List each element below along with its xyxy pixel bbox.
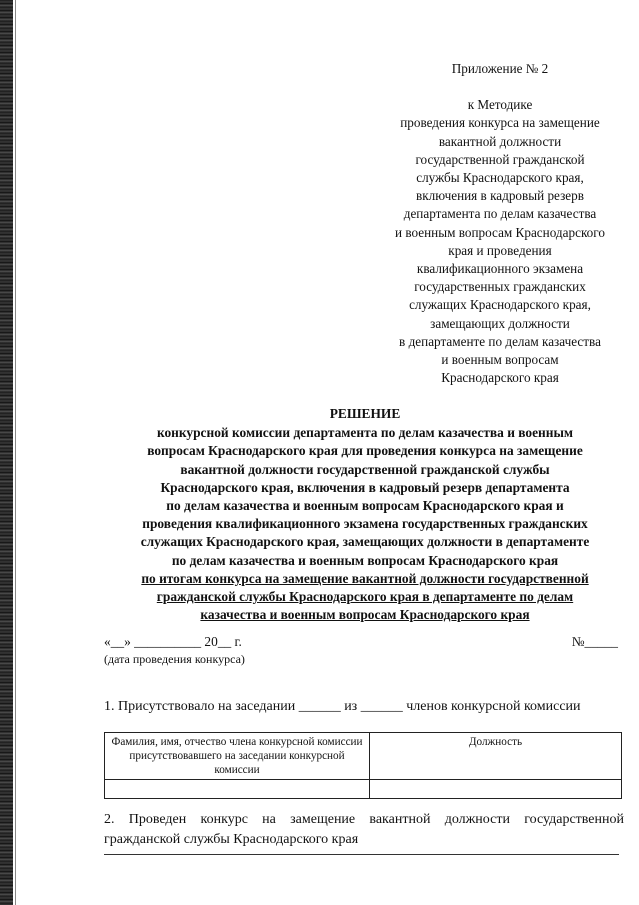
decision-line: вакантной должности государственной гражданской службы [180, 461, 550, 477]
decision-line: по делам казачества и военным вопросам Краснодарского края [171, 552, 559, 568]
table-row [105, 780, 622, 799]
appendix-line: и военным вопросам [441, 352, 559, 368]
appendix-line: государственной гражданской [415, 151, 585, 167]
decision-line: проведения квалификационного экзамена государственных гражданских [142, 516, 588, 532]
date-field: «__» __________ 20__ г. [104, 634, 242, 649]
table-header-cell-position: Должность [370, 733, 622, 780]
date-line [104, 634, 620, 650]
decision-underlined-line: казачества и военным вопросам Краснодарского края [200, 607, 530, 623]
appendix-line: края и проведения [448, 242, 552, 258]
appendix-line: проведения конкурса на замещение [400, 115, 600, 131]
appendix-line: службы Краснодарского края, [416, 170, 584, 186]
appendix-line: квалификационного экзамена [416, 261, 584, 277]
appendix-line: Краснодарского края [441, 370, 559, 386]
decision-underlined-line: по итогам конкурса на замещение вакантной должности государственной [141, 570, 589, 586]
fill-in-line [104, 854, 619, 855]
table-header-cell-name: Фамилия, имя, отчество члена конкурсной комиссии присутствовавшего на заседании конкурсной комиссии [105, 733, 370, 780]
decision-line: Краснодарского края, включения в кадровый резерв департамента [160, 479, 570, 495]
section-2-line: гражданской службы Краснодарского края [104, 832, 359, 847]
decision-line: конкурсной комиссии департамента по делам казачества и военным [156, 425, 574, 441]
appendix-line: замещающих должности [430, 315, 570, 331]
appendix-line: государственных гражданских [414, 279, 586, 295]
appendix-line: департамента по делам казачества [403, 206, 597, 222]
decision-line: вопросам Краснодарского края для проведения конкурса на замещение [147, 443, 583, 459]
appendix-line: включения в кадровый резерв [416, 188, 584, 204]
scan-edge-shadow [0, 0, 13, 905]
appendix-block [360, 60, 639, 387]
members-table [104, 732, 622, 799]
table-cell-empty [105, 780, 370, 799]
appendix-line: к Методике [467, 97, 533, 113]
table-cell-empty [370, 780, 622, 799]
section-2-line: 2. Проведен конкурс на замещение вакантной должности государственной [104, 812, 624, 827]
appendix-line: вакантной должности [438, 133, 562, 149]
decision-heading: РЕШЕНИЕ [329, 406, 401, 421]
decision-line: служащих Краснодарского края, замещающих должности в департаменте [140, 534, 590, 550]
date-caption: (дата проведения конкурса) [104, 652, 245, 666]
decision-underlined-line: гражданской службы Краснодарского края в департаменте по делам [156, 589, 574, 605]
decision-title-block [95, 405, 635, 624]
table-header-row [105, 733, 622, 780]
section-1-attendance: 1. Присутствовало на заседании ______ из ______ членов конкурсной комиссии [104, 699, 581, 714]
appendix-line: и военным вопросам Краснодарского [395, 224, 605, 240]
appendix-number: Приложение № 2 [451, 61, 549, 76]
decision-number-field: №_____ [571, 634, 618, 649]
scan-edge-line [15, 0, 16, 905]
decision-line: по делам казачества и военным вопросам Краснодарского края и [166, 498, 564, 514]
section-2-contest [104, 810, 624, 850]
appendix-line: в департаменте по делам казачества [399, 333, 601, 349]
appendix-line: служащих Краснодарского края, [409, 297, 591, 313]
